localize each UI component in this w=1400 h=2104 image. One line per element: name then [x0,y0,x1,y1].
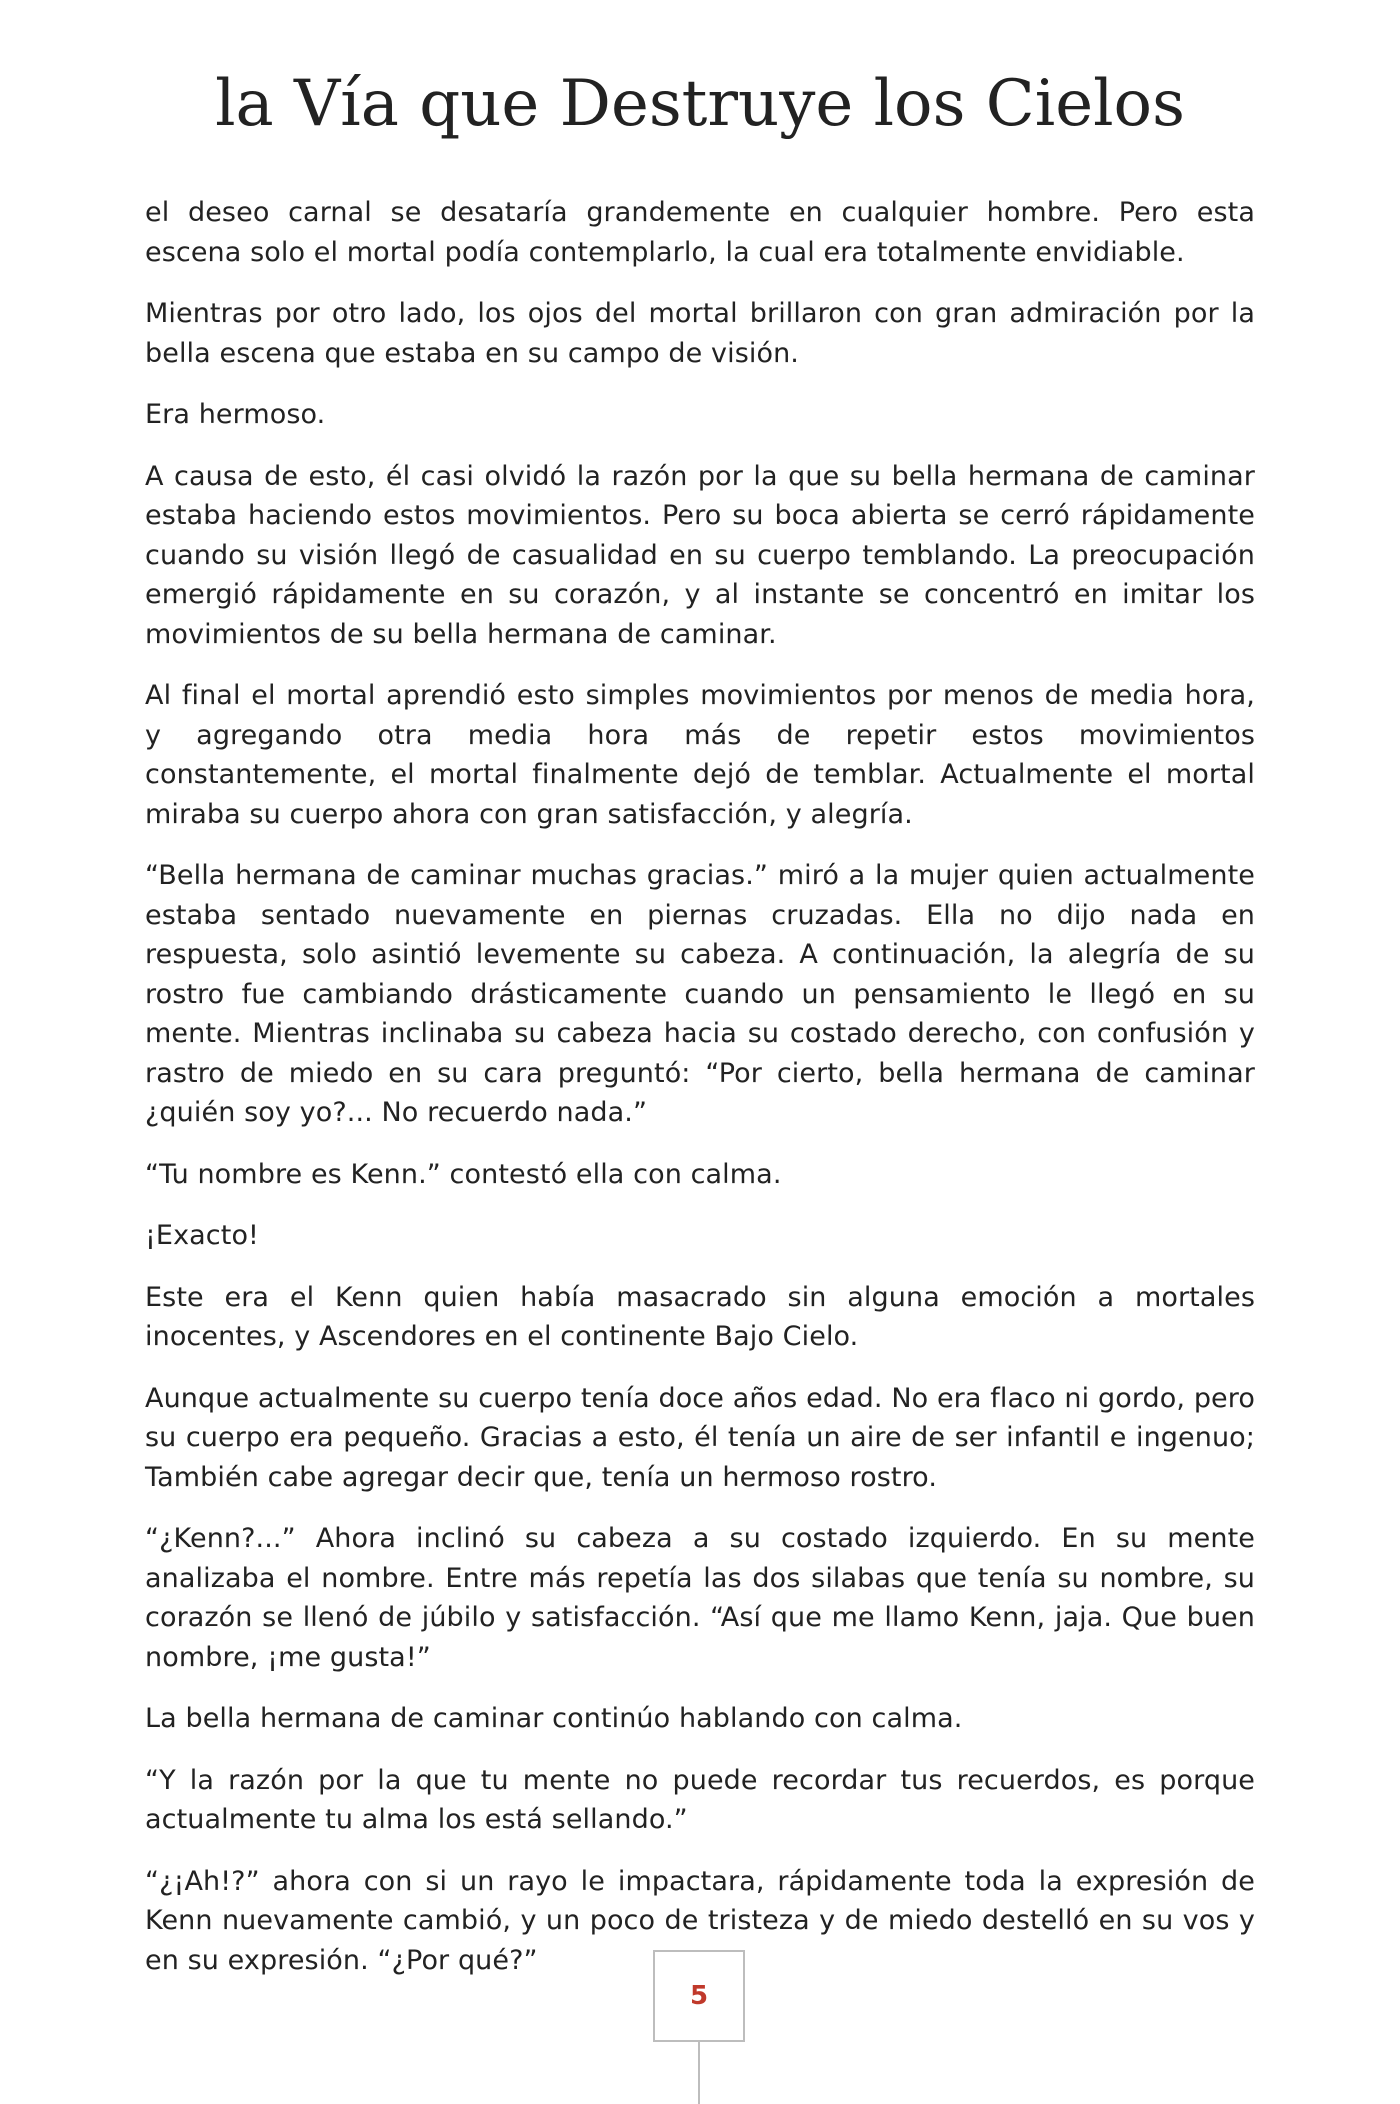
page-number: 5 [689,1981,709,2011]
paragraph: Mientras por otro lado, los ojos del mortal brillaron con gran admiración por la bella escena que estaba en su campo de visión. [145,298,1255,369]
paragraph: “¿Kenn?...” Ahora inclinó su cabeza a su costado izquierdo. En su mente analizaba el nombre. Entre más repetía las dos silabas que tenía su nombre, su corazón se llenó de júbilo y satisfacción. “Así que me llamo Kenn, jaja. Que buen nombre, ¡me gusta!” [145,1523,1255,1673]
page-title: la Vía que Destruye los Cielos [215,67,1185,141]
paragraph: La bella hermana de caminar continúo hablando con calma. [145,1703,963,1734]
paragraph: ¡Exacto! [145,1220,259,1251]
body-text [145,193,1255,2002]
page-number-box [653,1950,745,2042]
page-number-stem [698,2042,700,2104]
paragraph: A causa de esto, él casi olvidó la razón por la que su bella hermana de caminar estaba haciendo estos movimientos. Pero su boca abierta se cerró rápidamente cuando su visión llegó de casualidad en su cuerpo temblando. La preocupación emergió rápidamente en su corazón, y al instante se concentró en imitar los movimientos de su bella hermana de caminar. [145,460,1255,650]
paragraph: “Bella hermana de caminar muchas gracias.” miró a la mujer quien actualmente estaba sentado nuevamente en piernas cruzadas. Ella no dijo nada en respuesta, solo asintió levemente su cabeza. A continuación, la alegría de su rostro fue cambiando drásticamente cuando un pensamiento le llegó en su mente. Mientras inclinaba su cabeza hacia su costado derecho, con confusión y rastro de miedo en su cara preguntó: “Por cierto, bella hermana de caminar ¿quién soy yo?... No recuerdo nada.” [145,860,1255,1128]
paragraph: Este era el Kenn quien había masacrado sin alguna emoción a mortales inocentes, y Ascendores en el continente Bajo Cielo. [145,1281,1255,1352]
paragraph: Al final el mortal aprendió esto simples movimientos por menos de media hora, y agregando otra media hora más de repetir estos movimientos constantemente, el mortal finalmente dejó de temblar. Actualmente el mortal miraba su cuerpo ahora con gran satisfacción, y alegría. [145,680,1255,830]
paragraph: el deseo carnal se desataría grandemente en cualquier hombre. Pero esta escena solo el mortal podía contemplarlo, la cual era totalmente envidiable. [145,197,1255,268]
paragraph: “¿¡Ah!?” ahora con si un rayo le impactara, rápidamente toda la expresión de Kenn nuevamente cambió, y un poco de tristeza y de miedo destelló en su vos y en su expresión. “¿Por qué?” [145,1865,1255,1976]
paragraph: “Tu nombre es Kenn.” contestó ella con calma. [145,1158,782,1190]
paragraph: Era hermoso. [145,399,326,430]
paragraph: Aunque actualmente su cuerpo tenía doce años edad. No era flaco ni gordo, pero su cuerpo era pequeño. Gracias a esto, él tenía un aire de ser infantil e ingenuo; También cabe agregar decir que, tenía un hermoso rostro. [145,1382,1255,1493]
paragraph: “Y la razón por la que tu mente no puede recordar tus recuerdos, es porque actualmente tu alma los está sellando.” [145,1764,1255,1835]
